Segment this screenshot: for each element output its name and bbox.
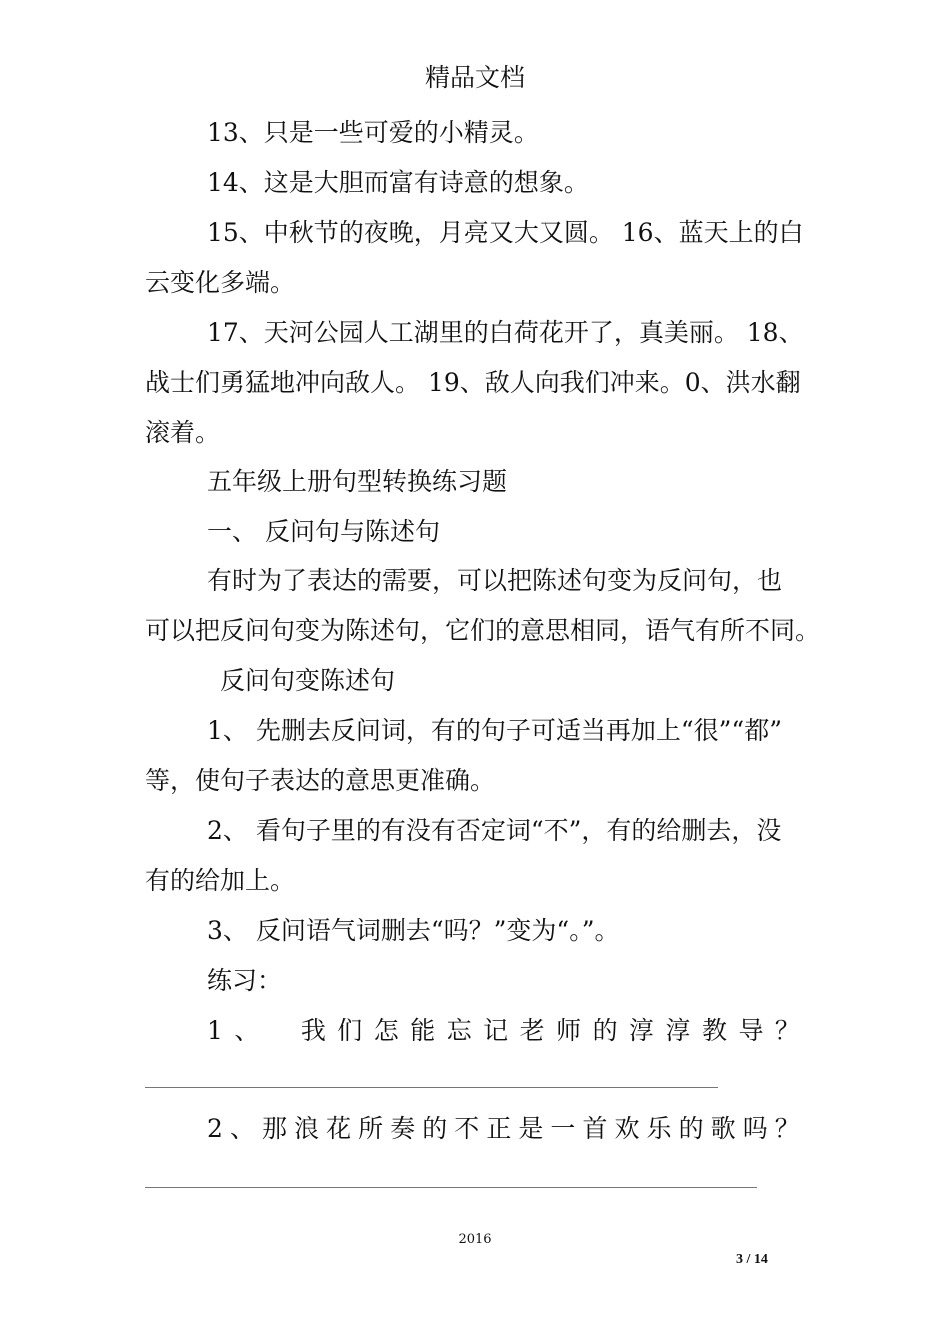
exercise-question-1	[207, 1016, 800, 1046]
q2-char: 乐	[646, 1114, 672, 1143]
q2-char: 、	[229, 1114, 255, 1143]
rule-2-line-2: 有的给加上。	[145, 866, 296, 895]
q1-char: 1	[207, 1016, 223, 1045]
q2-char: ？	[774, 1114, 800, 1143]
answer-line-2	[145, 1187, 757, 1188]
q2-char: 一	[550, 1114, 576, 1143]
line-17-18: 17、天河公园人工湖里的白荷花开了，真美丽。 18、	[207, 318, 804, 347]
page-header-title: 精品文档	[424, 63, 525, 92]
q2-char: 那	[261, 1114, 287, 1143]
q2-char: 浪	[294, 1114, 320, 1143]
q2-char: 花	[326, 1114, 352, 1143]
paragraph-line-2: 可以把反问句变为陈述句，它们的意思相同，语气有所不同。	[145, 616, 821, 645]
q1-char: 们	[337, 1016, 363, 1045]
q2-char: 的	[422, 1114, 448, 1143]
subsection-heading: 一、 反问句与陈述句	[207, 517, 440, 546]
rule-1-line-1: 1、 先删去反问词，有的句子可适当再加上“很”“都”	[207, 716, 782, 745]
footer-year: 2016	[458, 1232, 492, 1247]
q1-char: 淳	[665, 1016, 691, 1045]
q1-char: 教	[701, 1016, 727, 1045]
page-number: 3 / 14	[736, 1252, 768, 1267]
rule-2-line-1: 2、 看句子里的有没有否定词“不”，有的给删去，没	[207, 816, 782, 845]
q2-char: 是	[518, 1114, 544, 1143]
rule-heading: 反问句变陈述句	[220, 666, 396, 695]
q1-char: 怎	[373, 1016, 399, 1045]
q1-char: 的	[592, 1016, 618, 1045]
answer-line-1	[145, 1087, 718, 1088]
q2-char: 奏	[390, 1114, 416, 1143]
line-20-cont: 滚着。	[145, 418, 221, 447]
q2-char: 欢	[614, 1114, 640, 1143]
line-15-16: 15、中秋节的夜晚，月亮又大又圆。 16、蓝天上的白	[207, 218, 804, 247]
line-18-19-20: 战士们勇猛地冲向敌人。 19、敌人向我们冲来。0、洪水翻	[145, 368, 801, 397]
q1-char: 记	[483, 1016, 509, 1045]
line-16-cont: 云变化多端。	[145, 268, 296, 297]
q1-char: 淳	[629, 1016, 655, 1045]
q2-char: 所	[358, 1114, 384, 1143]
exercise-label: 练习：	[207, 966, 283, 995]
q1-char: 老	[519, 1016, 545, 1045]
q2-char: 不	[454, 1114, 480, 1143]
rule-3: 3、 反问语气词删去“吗？”变为“。”。	[207, 916, 620, 945]
paragraph-line-1: 有时为了表达的需要，可以把陈述句变为反问句，也	[207, 566, 783, 595]
q2-char: 的	[678, 1114, 704, 1143]
q1-char: 导	[738, 1016, 764, 1045]
q1-char: 忘	[446, 1016, 472, 1045]
q1-char: 能	[410, 1016, 436, 1045]
q1-char: 师	[556, 1016, 582, 1045]
line-14: 14、这是大胆而富有诗意的想象。	[207, 168, 589, 197]
exercise-question-2	[207, 1114, 800, 1144]
q2-char: 2	[207, 1114, 223, 1143]
rule-1-line-2: 等，使句子表达的意思更准确。	[145, 766, 496, 795]
line-13: 13、只是一些可爱的小精灵。	[207, 118, 539, 147]
q2-char: 歌	[710, 1114, 736, 1143]
q2-char: 正	[486, 1114, 512, 1143]
q1-char: 我	[300, 1016, 326, 1045]
q1-char: 、	[234, 1016, 260, 1045]
section-title: 五年级上册句型转换练习题	[207, 467, 508, 496]
q2-char: 吗	[742, 1114, 768, 1143]
q2-char: 首	[582, 1114, 608, 1143]
q1-char: ？	[774, 1016, 800, 1045]
